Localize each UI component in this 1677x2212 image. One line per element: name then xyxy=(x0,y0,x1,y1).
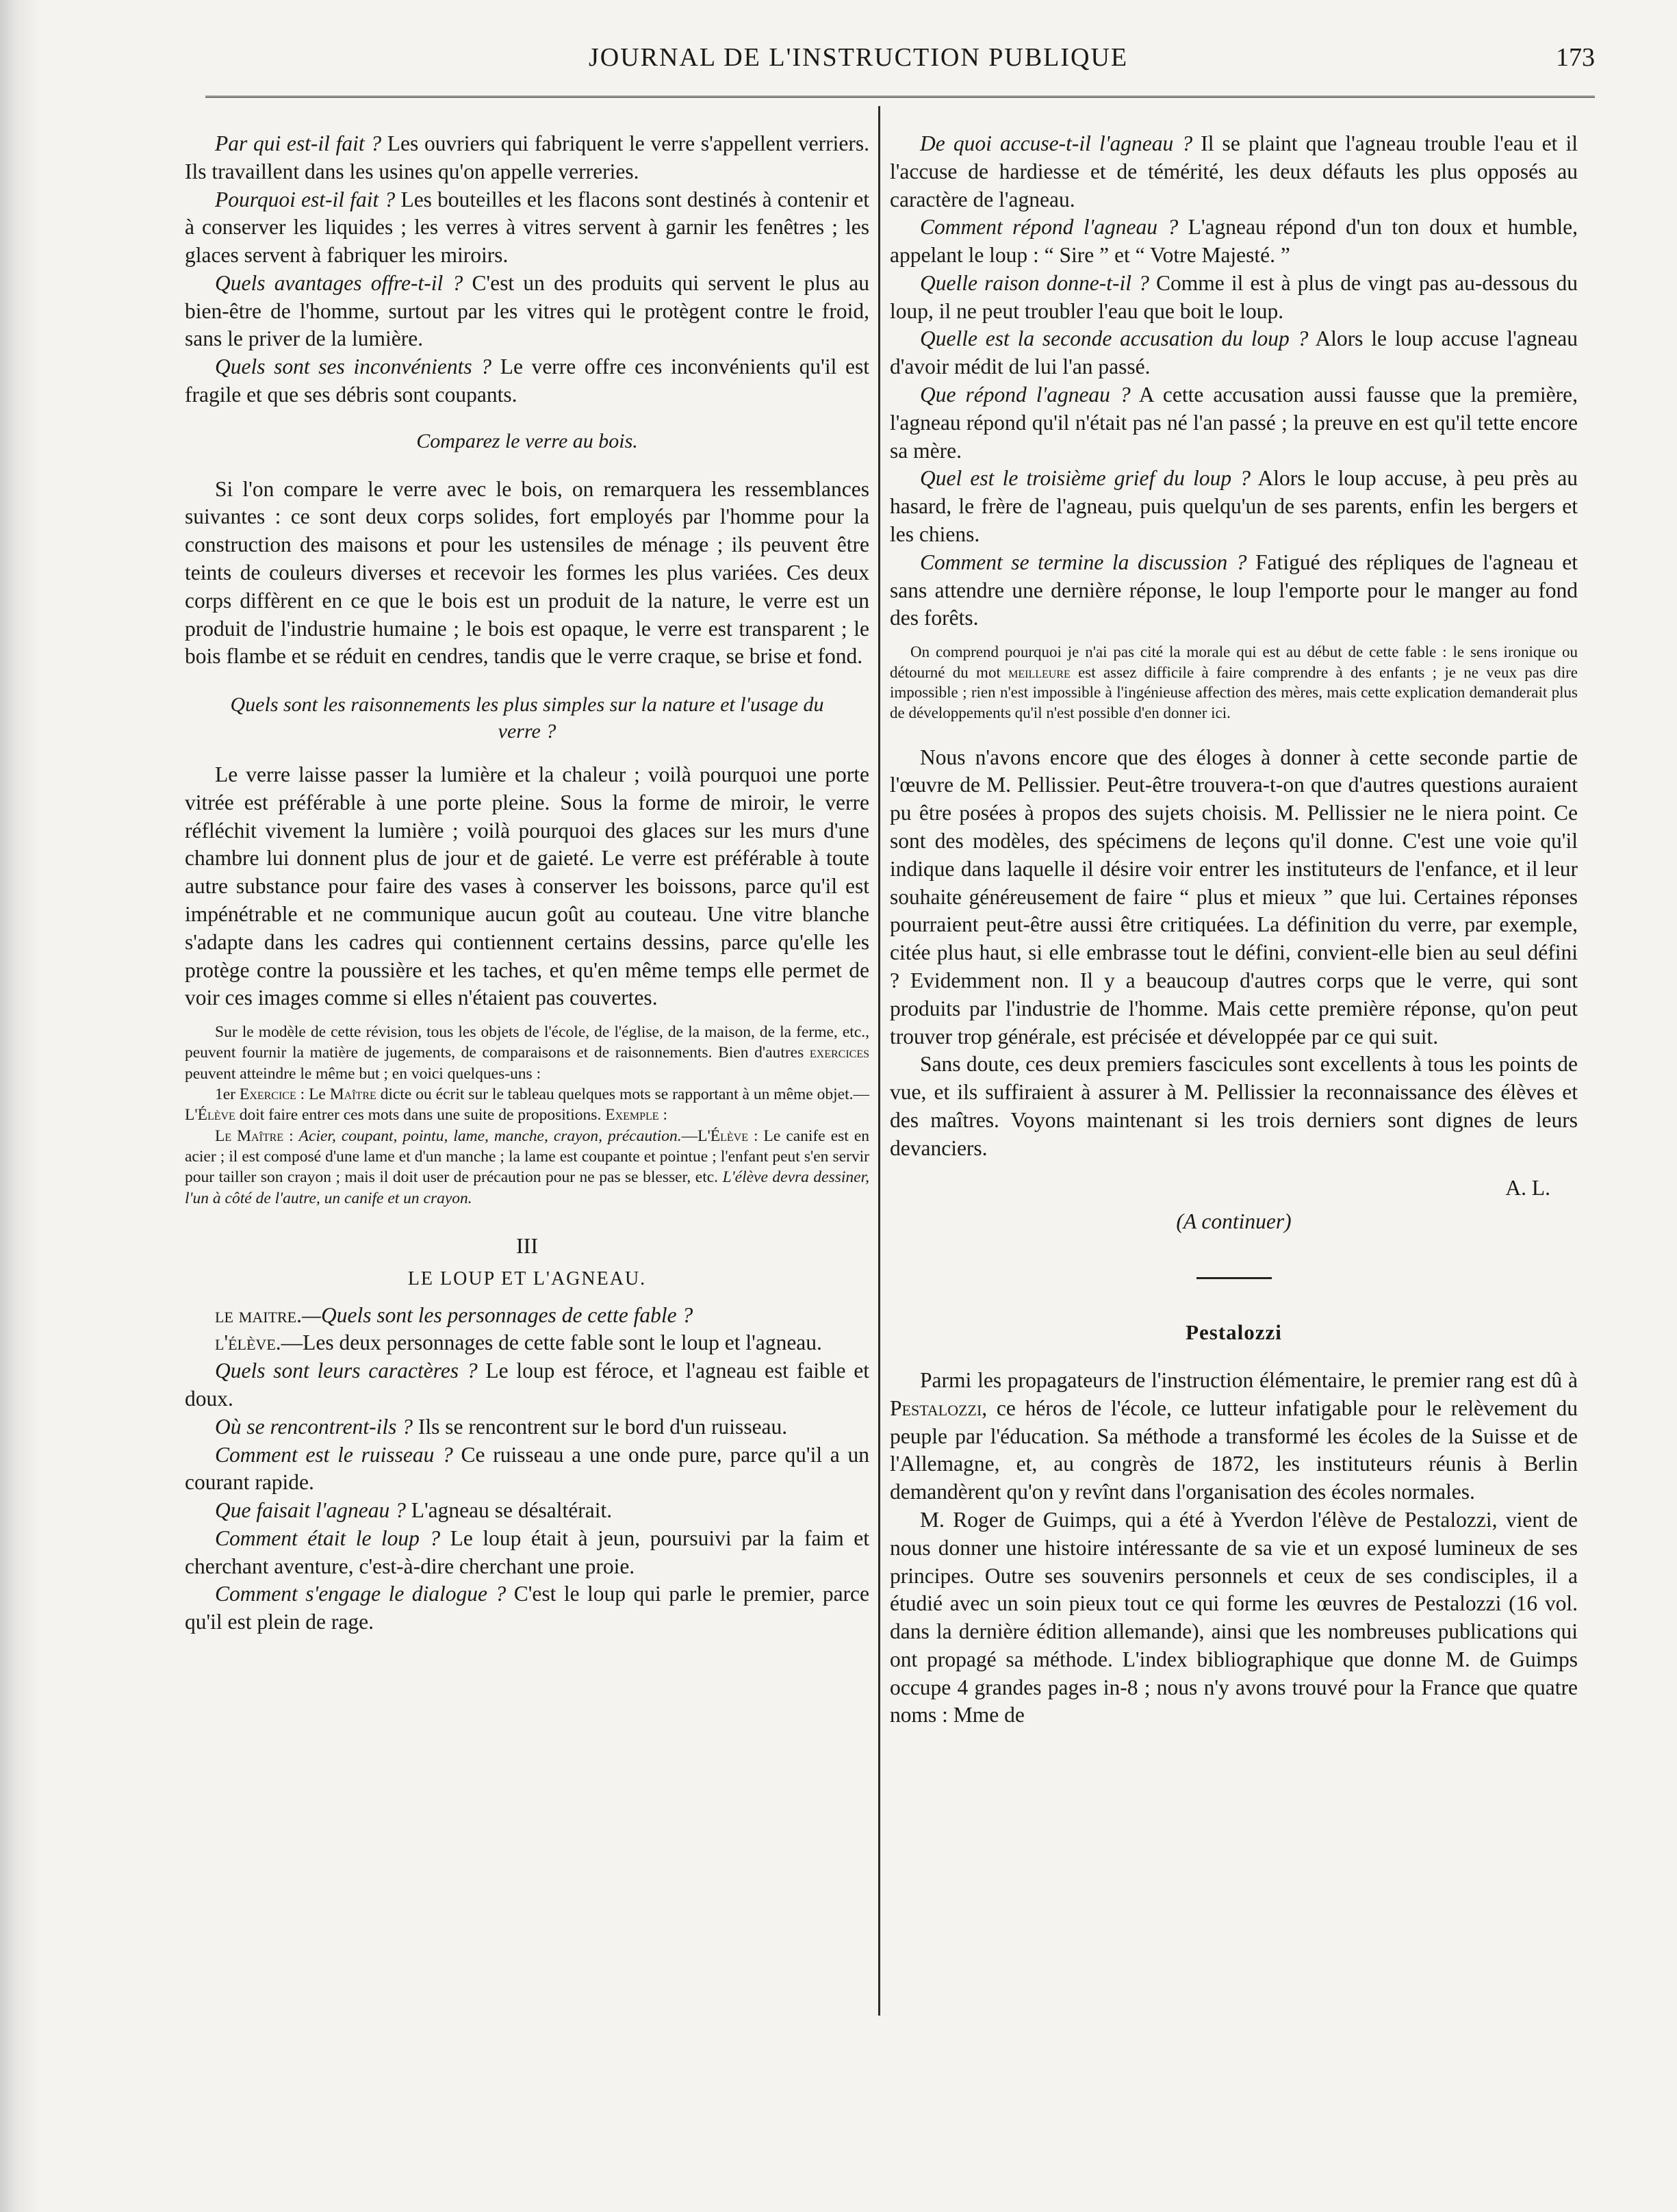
question: Quels sont leurs caractères ? xyxy=(215,1359,478,1383)
italic-text: Acier, coupant, pointu, lame, manche, crayon, précaution. xyxy=(298,1127,682,1145)
paragraph xyxy=(890,214,1578,270)
text: : Le xyxy=(296,1085,330,1104)
paragraph xyxy=(185,1441,869,1497)
answer: Comme il est à plus de vingt pas au-dessous du loup, il ne peut troubler l'eau que boit le loup. xyxy=(890,270,1578,323)
paragraph xyxy=(890,465,1578,548)
question: Comment s'engage le dialogue ? xyxy=(215,1582,507,1606)
small-caps: Le Maître xyxy=(215,1127,284,1145)
question: Par qui est-il fait ? xyxy=(215,131,382,155)
answer: Les bouteilles et les flacons sont destinés à contenir et à conserver les liquides ; les verres à vitres servent à garnir les fenêtres ; les glaces servent à fabriquer les miroirs. xyxy=(185,187,869,268)
paragraph xyxy=(185,1413,869,1441)
text: doit faire entrer ces mots dans une suite de propositions. xyxy=(235,1106,606,1124)
question: Que répond l'agneau ? xyxy=(920,383,1131,407)
paragraph xyxy=(890,1367,1578,1506)
footnote-block xyxy=(890,642,1578,723)
small-caps: Maître xyxy=(329,1085,376,1104)
answer: Le loup était à jeun, poursuivi par la faim et cherchant aventure, c'est-à-dire cherchant une proie. xyxy=(185,1526,869,1578)
text: : Le canife est en acier ; il est composé d'une lame et d'un manche ; la lame est coupante et pointue ; l'enfant peut s'en servir pour tailler son crayon ; mais il doit user de précaution pour ne pas se blesser, etc. xyxy=(185,1127,869,1187)
question: Comment était le loup ? xyxy=(215,1526,441,1550)
paragraph: Si l'on compare le verre avec le bois, on remarquera les ressemblances suivantes : ce sont deux corps solides, fort employés par l'homme pour la construction des maisons et pour les ustensiles de ménage ; ils peuvent être teints de couleurs diverses et recevoir les formes les plus variées. Ces deux corps diffèrent en ce que le bois est un produit de la nature, le verre est un produit de l'industrie humaine ; le bois est opaque, le verre est transparent ; le bois flambe et se réduit en cendres, tandis que le verre craque, se brise et fond. xyxy=(185,476,869,669)
paragraph: Nous n'avons encore que des éloges à donner à cette seconde partie de l'œuvre de M. Pellissier. Peut-être trouvera-t-on que d'autres questions auraient pu être posées à propos des sujets choisis. M. Pellissier ne le niera point. Ce sont des modèles, des spécimens de leçons qu'il donne. C'est une voie qu'il indique dans laquelle il désire voir entrer les instituteurs de l'enfance, et il leur souhaite généreusement de faire “ plus et mieux ” que lui. Certaines réponses pourraient peut-être aussi être critiquées. La définition du verre, par exemple, citée plus haut, si elle embrasse tout le défini, convient-elle bien au seul défini ? Evidemment non. Il y a beaucoup d'autres corps que le verre, qui sont produits par l'industrie de l'homme. Mais cette première réponse, qu'on peut trouver trop générale, est précisée et développée par ce qui suit. xyxy=(890,745,1578,1049)
answer: Le verre offre ces inconvénients qu'il est fragile et que ses débris sont coupants. xyxy=(185,355,869,407)
paragraph xyxy=(890,130,1578,214)
small-paragraph xyxy=(185,1126,869,1209)
answer: L'agneau répond d'un ton doux et humble, appelant le loup : “ Sire ” et “ Votre Majesté. ” xyxy=(890,215,1578,268)
answer: —Les deux personnages de cette fable sont le loup et l'agneau. xyxy=(281,1330,822,1355)
text: On comprend pourquoi je n'ai pas cité la morale qui est au début de cette fable : le sens ironique ou détourné du mot xyxy=(890,643,1578,681)
exercise-block xyxy=(185,1022,869,1209)
page-edge-shadow xyxy=(0,0,41,2212)
page-header xyxy=(205,42,1595,90)
question: Quels avantages offre-t-il ? xyxy=(215,270,463,295)
paragraph xyxy=(890,270,1578,326)
text: dicte ou écrit sur le tableau quelques mots se rapportant à un même objet.—L' xyxy=(185,1085,869,1124)
paragraph xyxy=(890,325,1578,381)
to-be-continued: (A continuer) xyxy=(1176,1209,1292,1234)
paragraph: M. Roger de Guimps, qui a été à Yverdon l'élève de Pestalozzi, vient de nous donner une histoire intéressante de sa vie et un exposé lumineux de ses principes. Outre ses souvenirs personnels et ceux de ses condisciples, il a étudié avec un soin pieux tout ce qui forme les œuvres de Pestalozzi (16 vol. dans la dernière édition allemande), ainsi que les nombreuses publications qui ont propagé sa méthode. L'index bibliographique que donne M. de Guimps occupe 4 grandes pages in-8 ; nous n'y avons trouvé pour la France que quatre noms : Mme de xyxy=(890,1508,1578,1727)
text: 1er xyxy=(215,1085,240,1104)
text: , ce héros de l'école, ce lutteur infatigable pour le relèvement du peuple par l'éducation. Sa méthode a transformé les écoles de la Suisse et de l'Allemagne, et, au congrès de 1872, les instituteurs réunis à Berlin demandèrent qu'on y revînt dans l'organisation des écoles normales. xyxy=(890,1396,1578,1504)
speaker: le maitre. xyxy=(215,1302,302,1327)
paragraph xyxy=(185,1329,869,1357)
paragraph xyxy=(890,381,1578,465)
small-caps: Pestalozzi xyxy=(890,1396,982,1420)
section-numeral: III xyxy=(516,1233,538,1258)
paragraph xyxy=(185,270,869,353)
question: Pourquoi est-il fait ? xyxy=(215,187,396,211)
paragraph xyxy=(185,1357,869,1413)
answer: Les ouvriers qui fabriquent le verre s'appellent verriers. Ils travaillent dans les usines qu'on appelle verreries. xyxy=(185,131,869,183)
paragraph xyxy=(185,1525,869,1581)
paragraph xyxy=(185,353,869,409)
small-caps: exercices xyxy=(809,1044,869,1062)
paragraph xyxy=(185,1497,869,1525)
small-caps: Élève xyxy=(710,1127,748,1145)
answer: Ils se rencontrent sur le bord d'un ruisseau. xyxy=(413,1414,788,1439)
small-caps: Exemple xyxy=(605,1106,659,1124)
page-number: 173 xyxy=(1556,43,1595,72)
column-rule xyxy=(878,106,880,2016)
answer: Ce ruisseau a une onde pure, parce qu'il a un courant rapide. xyxy=(185,1442,869,1495)
subheading-compare: Comparez le verre au bois. xyxy=(416,429,638,452)
small-caps: Exercice xyxy=(239,1085,296,1104)
question: Comment se termine la discussion ? xyxy=(920,550,1247,574)
speaker: l'élève. xyxy=(215,1330,281,1355)
answer: Alors le loup accuse, à peu près au hasard, le frère de l'agneau, puis quelqu'un de ses parents, enfin les bergers et les chiens. xyxy=(890,466,1578,546)
text: peuvent atteindre le même but ; en voici quelques-uns : xyxy=(185,1064,541,1083)
author-signature: A. L. xyxy=(1505,1176,1550,1200)
subheading-reasoning: Quels sont les raisonnements les plus simples sur la nature et l'usage du verre ? xyxy=(230,693,824,743)
answer: C'est un des produits qui servent le plus au bien-être de l'homme, surtout par les vitres qui le protègent contre le froid, sans le priver de la lumière. xyxy=(185,270,870,351)
question: Quelle est la seconde accusation du loup ? xyxy=(920,326,1309,351)
italic-text: L'élève devra dessiner, l'un à côté de l'autre, un canife et un crayon. xyxy=(185,1168,870,1207)
paragraph: Le verre laisse passer la lumière et la chaleur ; voilà pourquoi une porte vitrée est préférable à une porte pleine. Sous la forme de miroir, le verre réfléchit vivement la lumière ; voilà pourquoi des glaces sur les murs d'une chambre lui donnent plus de jour et de gaieté. Le verre est préférable à toute autre substance pour faire des vases à conserver les boissons, parce qu'il est impénétrable et ne communique aucun goût au couteau. Une vitre blanche s'adapte dans les cadres qui contiennent certains dessins, parce qu'elle les protège contre la poussière et les taches, et qu'en même temps elle permet de voir ces images comme si elles n'étaient pas couvertes. xyxy=(185,762,869,1010)
question: Quels sont ses inconvénients ? xyxy=(215,355,492,379)
running-head: JOURNAL DE L'INSTRUCTION PUBLIQUE xyxy=(589,43,1129,72)
text: : xyxy=(283,1127,299,1145)
text: est assez difficile à faire comprendre à des enfants ; je ne veux pas dire impossible ; rien n'est impossible à l'ingénieuse affection des mères, mais cette explication demanderait plus de développements qu'il n'est possible d'en donner ici. xyxy=(890,663,1578,722)
text: Sur le modèle de cette révision, tous les objets de l'école, de l'église, de la maison, de la ferme, etc., peuvent fournir la matière de jugements, de comparaisons et de raisonnements. Bien d'autres xyxy=(185,1023,869,1062)
header-rule xyxy=(205,96,1595,98)
answer: Il se plaint que l'agneau trouble l'eau et il l'accuse de hardiesse et de témérité, les deux défauts les plus opposés au caractère de l'agneau. xyxy=(890,131,1578,211)
small-paragraph xyxy=(185,1084,869,1126)
paragraph xyxy=(185,1302,869,1330)
fable-title: LE LOUP ET L'AGNEAU. xyxy=(407,1268,647,1290)
question: Quelle raison donne-t-il ? xyxy=(920,270,1149,295)
section-title: Pestalozzi xyxy=(1186,1320,1282,1344)
footnote xyxy=(890,642,1578,723)
small-caps: Élève xyxy=(197,1106,235,1124)
text: Parmi les propagateurs de l'instruction élémentaire, le premier rang est dû à xyxy=(920,1368,1578,1393)
paragraph xyxy=(890,549,1578,632)
question: De quoi accuse-t-il l'agneau ? xyxy=(920,131,1193,155)
right-column xyxy=(890,130,1578,1729)
question: Comment est le ruisseau ? xyxy=(215,1442,453,1467)
answer: Le loup est féroce, et l'agneau est faible et doux. xyxy=(185,1359,869,1411)
answer: Alors le loup accuse l'agneau d'avoir médit de lui l'an passé. xyxy=(890,326,1578,379)
paragraph xyxy=(185,1580,869,1636)
answer: Fatigué des répliques de l'agneau et sans attendre une dernière réponse, le loup l'emporte pour le manger au fond des forêts. xyxy=(890,550,1578,630)
question: Comment répond l'agneau ? xyxy=(920,215,1179,240)
question: —Quels sont les personnages de cette fable ? xyxy=(301,1302,693,1327)
left-column xyxy=(185,130,869,1636)
small-caps: meilleure xyxy=(1008,663,1071,681)
answer: A cette accusation aussi fausse que la première, l'agneau répond qu'il n'était pas né l'an passé ; la preuve en est qu'il tette encore sa mère. xyxy=(890,383,1578,463)
question: Où se rencontrent-ils ? xyxy=(215,1414,413,1439)
section-divider xyxy=(1196,1277,1272,1279)
text: : xyxy=(658,1106,667,1124)
question: Quel est le troisième grief du loup ? xyxy=(920,466,1251,491)
small-paragraph xyxy=(185,1022,869,1084)
text: —L' xyxy=(681,1127,711,1145)
question: Que faisait l'agneau ? xyxy=(215,1498,406,1523)
paragraph xyxy=(185,130,869,186)
paragraph: Sans doute, ces deux premiers fascicules sont excellents à tous les points de vue, et ils suffiraient à assurer à M. Pellissier la reconnaissance des élèves et des maîtres. Voyons maintenant si les trois derniers sont dignes de leurs devanciers. xyxy=(890,1052,1578,1160)
answer: C'est le loup qui parle le premier, parce qu'il est plein de rage. xyxy=(185,1582,869,1634)
answer: L'agneau se désaltérait. xyxy=(405,1498,613,1523)
paragraph xyxy=(185,186,869,270)
